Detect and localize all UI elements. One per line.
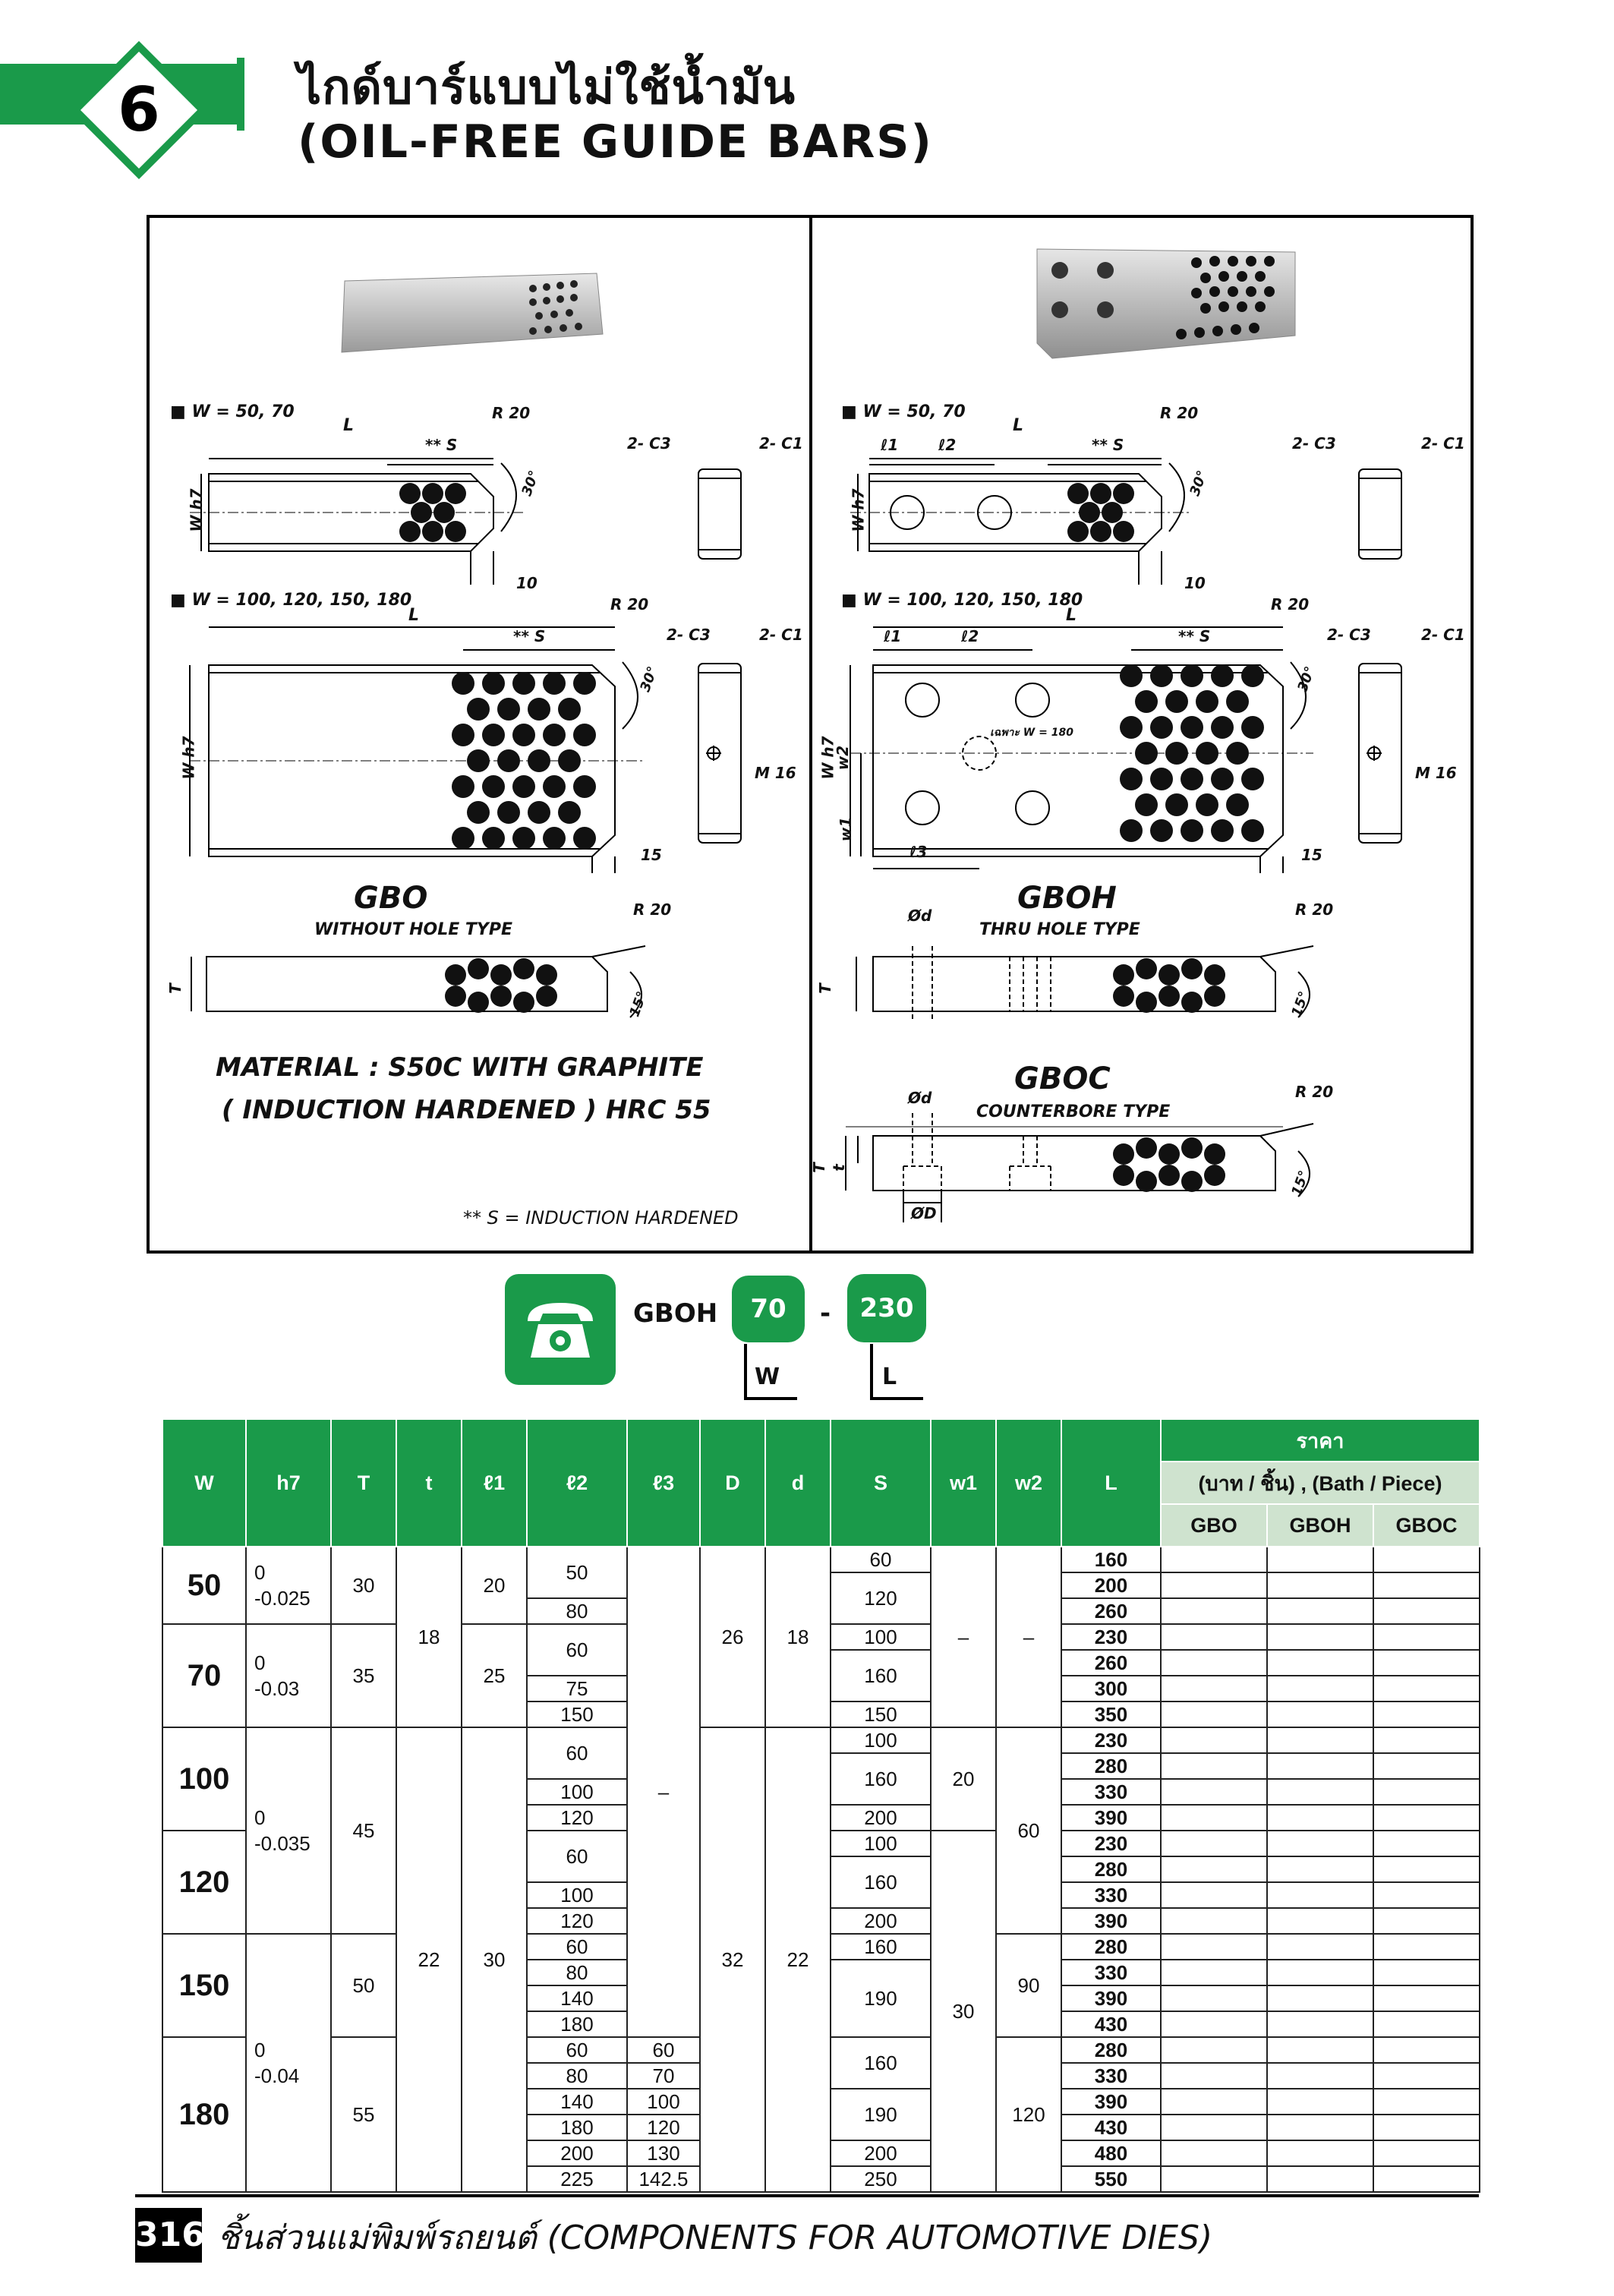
gboh-photo	[1029, 244, 1303, 366]
cell-w2: 120	[996, 2037, 1061, 2192]
gboh-dim-C3-large: 2- C3	[1327, 626, 1371, 644]
dim-30deg-large: 30°	[637, 664, 661, 695]
cell-L: 280	[1061, 1856, 1161, 1882]
drawing-divider	[809, 215, 812, 1254]
dim-S: ** S	[425, 436, 458, 454]
cell-h7: 0 -0.025	[246, 1547, 331, 1624]
cell-L: 330	[1061, 1779, 1161, 1805]
cell-l2: 120	[527, 1908, 627, 1934]
cell-W: 150	[162, 1934, 246, 2037]
cell-T: 30	[331, 1547, 396, 1624]
cell-S: 100	[831, 1727, 931, 1753]
cell-S: 190	[831, 2089, 931, 2140]
dim-C1-large: 2- C1	[759, 626, 803, 644]
cell-l2: 75	[527, 1676, 627, 1702]
cell-L: 350	[1061, 1702, 1161, 1727]
cell-S: 200	[831, 1805, 931, 1831]
gbo-w-large-label: ■ W = 100, 120, 150, 180	[170, 591, 412, 610]
gboh-dim-l1-large: ℓ1	[884, 627, 902, 645]
order-code-prefix: GBOH	[633, 1298, 718, 1329]
gboh-dim-M16: M 16	[1415, 764, 1457, 782]
gboh-dim-R20: R 20	[1160, 404, 1199, 422]
dim-L-large: L	[408, 606, 420, 625]
cell-l3: 100	[627, 2089, 700, 2115]
cell-l3: 130	[627, 2140, 700, 2166]
gbo-desc: WITHOUT HOLE TYPE	[314, 920, 513, 939]
gboh-dim-T: T	[815, 983, 834, 994]
gboh-dim-w2: w2	[834, 745, 853, 771]
cell-L: 260	[1061, 1598, 1161, 1624]
cell-l2: 180	[527, 2011, 627, 2037]
gboc-desc: COUNTERBORE TYPE	[976, 1102, 1171, 1121]
gbo-top-view-small	[167, 418, 562, 592]
spec-table	[162, 1418, 1480, 2193]
cell-S: 160	[831, 1934, 931, 1960]
dim-Wh7: W h7	[187, 488, 206, 532]
th-d: d	[765, 1419, 831, 1547]
material-line1: MATERIAL : S50C WITH GRAPHITE	[216, 1052, 704, 1083]
cell-S: 200	[831, 2140, 931, 2166]
cell-l2: 100	[527, 1882, 627, 1908]
order-code-l-label: L	[882, 1364, 897, 1390]
cell-S: 100	[831, 1624, 931, 1650]
gboh-desc: THRU HOLE TYPE	[979, 920, 1140, 939]
gboc-dim-R20: R 20	[1295, 1083, 1334, 1101]
gboh-top-view-large	[827, 607, 1329, 881]
title-english: (OIL-FREE GUIDE BARS)	[298, 115, 933, 169]
cell-S: 120	[831, 1572, 931, 1624]
th-L: L	[1061, 1419, 1161, 1547]
footer-text: ชิ้นส่วนแม่พิมพ์รถยนต์ (COMPONENTS FOR AUTOMOTIVE DIES)	[217, 2219, 1213, 2257]
gboh-w-large-label: ■ W = 100, 120, 150, 180	[841, 591, 1083, 610]
cell-l2: 150	[527, 1702, 627, 1727]
gboc-dim-t: t	[829, 1164, 848, 1172]
cell-L: 480	[1061, 2140, 1161, 2166]
gboh-dim-L: L	[1013, 416, 1024, 435]
dim-M16: M 16	[755, 764, 796, 782]
gboh-dim-l2: ℓ2	[938, 436, 957, 454]
dim-10: 10	[516, 574, 537, 592]
th-D: D	[700, 1419, 765, 1547]
gboh-dim-S: ** S	[1092, 436, 1124, 454]
th-gboc: GBOC	[1373, 1504, 1480, 1547]
cell-h7: 0 -0.035	[246, 1727, 331, 1934]
th-w2: w2	[996, 1419, 1061, 1547]
cell-S: 160	[831, 2037, 931, 2089]
cell-L: 260	[1061, 1650, 1161, 1676]
th-l2: ℓ2	[527, 1419, 627, 1547]
gboh-w-small-label: ■ W = 50, 70	[841, 402, 966, 421]
footer-rule	[135, 2194, 1479, 2197]
order-code-w-label: W	[755, 1364, 780, 1390]
cell-L: 230	[1061, 1831, 1161, 1856]
cell-S: 150	[831, 1702, 931, 1727]
cell-w1: 30	[931, 1831, 996, 2192]
cell-L: 160	[1061, 1547, 1161, 1572]
section-number: 6	[118, 74, 160, 145]
gbo-top-view-large	[167, 607, 653, 881]
dim-L: L	[343, 416, 355, 435]
gboh-dim-l2-large: ℓ2	[961, 627, 979, 645]
gbo-w-small-label: ■ W = 50, 70	[170, 402, 295, 421]
title-thai: ไกด์บาร์แบบไม่ใช้น้ำมัน	[298, 59, 796, 115]
table-row	[162, 1727, 1480, 1753]
cell-l2: 200	[527, 2140, 627, 2166]
gboh-dim-15deg: 15°	[1288, 989, 1313, 1020]
cell-d: 22	[765, 1727, 831, 2192]
cell-l1: 25	[462, 1624, 527, 1727]
cell-L: 300	[1061, 1676, 1161, 1702]
cell-L: 390	[1061, 2089, 1161, 2115]
cell-l3: 70	[627, 2063, 700, 2089]
gboc-dim-T: T	[809, 1162, 828, 1173]
cell-w1: 20	[931, 1727, 996, 1831]
cell-L: 390	[1061, 1805, 1161, 1831]
cell-l2: 80	[527, 2063, 627, 2089]
th-l3: ℓ3	[627, 1419, 700, 1547]
gboh-dim-C1: 2- C1	[1421, 434, 1465, 453]
cell-S: 100	[831, 1831, 931, 1856]
gboh-note-180: เฉพาะ W = 180	[990, 727, 1073, 739]
gboh-dim-l1: ℓ1	[881, 436, 899, 454]
cell-L: 330	[1061, 2063, 1161, 2089]
phone-icon	[505, 1274, 616, 1385]
dim-R20-front: R 20	[633, 900, 672, 919]
cell-S: 160	[831, 1650, 931, 1702]
cell-w2: 60	[996, 1727, 1061, 1934]
dim-15deg: 15°	[626, 989, 651, 1020]
gboh-dim-Wh7: W h7	[849, 488, 868, 532]
cell-w1: –	[931, 1547, 996, 1727]
cell-L: 280	[1061, 1934, 1161, 1960]
cell-T: 35	[331, 1624, 396, 1727]
dim-R20-large: R 20	[610, 595, 649, 613]
code-l-leader	[870, 1344, 873, 1399]
cell-l2: 140	[527, 2089, 627, 2115]
page-number: 316	[135, 2208, 202, 2263]
dim-Wh7-large: W h7	[179, 736, 198, 780]
cell-l2: 60	[527, 1831, 627, 1882]
gbo-title: GBO	[354, 881, 428, 916]
cell-S: 200	[831, 1908, 931, 1934]
cell-L: 330	[1061, 1960, 1161, 1985]
th-T: T	[331, 1419, 396, 1547]
gbo-photo	[334, 269, 607, 360]
gboh-dim-30deg-large: 30°	[1294, 664, 1319, 695]
gboc-title: GBOC	[1014, 1061, 1111, 1096]
cell-l2: 80	[527, 1960, 627, 1985]
cell-h7: 0 -0.03	[246, 1624, 331, 1727]
dim-S-large: ** S	[513, 627, 546, 645]
gboh-side-view-large	[1336, 638, 1420, 866]
code-l-underline	[870, 1397, 923, 1400]
dim-C3-large: 2- C3	[667, 626, 711, 644]
cell-l2: 140	[527, 1985, 627, 2011]
th-t: t	[396, 1419, 462, 1547]
gbo-front-view	[167, 941, 668, 1033]
cell-S: 250	[831, 2166, 931, 2192]
th-w1: w1	[931, 1419, 996, 1547]
gboh-side-view-small	[1336, 448, 1420, 577]
header-bar-end	[237, 58, 244, 131]
gboh-dim-w1: w1	[837, 816, 856, 842]
th-h7: h7	[246, 1419, 331, 1547]
cell-l3: 142.5	[627, 2166, 700, 2192]
cell-L: 230	[1061, 1727, 1161, 1753]
gboc-front-view	[827, 1109, 1344, 1230]
cell-D: 26	[700, 1547, 765, 1727]
th-price: ราคา	[1161, 1419, 1480, 1462]
gboh-dim-30deg: 30°	[1187, 468, 1211, 499]
cell-l2: 60	[527, 1934, 627, 1960]
cell-L: 430	[1061, 2115, 1161, 2140]
cell-L: 390	[1061, 1985, 1161, 2011]
cell-l3: 120	[627, 2115, 700, 2140]
th-price-sub: (บาท / ชิ้น) , (Bath / Piece)	[1161, 1462, 1480, 1504]
gbo-side-view-large	[676, 638, 759, 866]
section-diamond-icon	[67, 38, 211, 182]
gboc-dim-15deg: 15°	[1288, 1168, 1313, 1199]
cell-l2: 50	[527, 1547, 627, 1598]
cell-l2: 60	[527, 2037, 627, 2063]
cell-S: 190	[831, 1960, 931, 2037]
order-code-w: 70	[732, 1276, 805, 1342]
gbo-side-view-small	[676, 448, 759, 577]
gboh-front-view	[827, 941, 1344, 1033]
cell-l2: 225	[527, 2166, 627, 2192]
order-code-l: 230	[847, 1274, 926, 1342]
dim-30deg: 30°	[519, 468, 543, 499]
table-row	[162, 1547, 1480, 1572]
gboh-dim-Wh7-large: W h7	[818, 736, 837, 780]
cell-S: 160	[831, 1856, 931, 1908]
cell-l2: 180	[527, 2115, 627, 2140]
cell-L: 330	[1061, 1882, 1161, 1908]
cell-L: 280	[1061, 2037, 1161, 2063]
cell-W: 100	[162, 1727, 246, 1831]
cell-l2: 60	[527, 1624, 627, 1676]
cell-d: 18	[765, 1547, 831, 1727]
cell-S: 160	[831, 1753, 931, 1805]
dim-R20: R 20	[492, 404, 531, 422]
cell-l1: 30	[462, 1727, 527, 2192]
th-gboh: GBOH	[1267, 1504, 1373, 1547]
cell-W: 180	[162, 2037, 246, 2192]
cell-T: 55	[331, 2037, 396, 2192]
cell-l3: –	[627, 1547, 700, 2037]
gboc-dim-d: Ød	[908, 1089, 932, 1107]
gboh-title: GBOH	[1017, 881, 1117, 916]
cell-w2: 90	[996, 1934, 1061, 2037]
gboh-dim-10: 10	[1184, 574, 1206, 592]
material-line2: ( INDUCTION HARDENED ) HRC 55	[222, 1095, 711, 1125]
gboh-dim-C1-large: 2- C1	[1421, 626, 1465, 644]
cell-L: 280	[1061, 1753, 1161, 1779]
gboc-dim-D: ØD	[911, 1204, 937, 1222]
cell-T: 50	[331, 1934, 396, 2037]
dim-T: T	[165, 983, 184, 994]
gboh-dim-S-large: ** S	[1178, 627, 1211, 645]
gboh-dim-L-large: L	[1066, 606, 1077, 625]
th-S: S	[831, 1419, 931, 1547]
cell-W: 50	[162, 1547, 246, 1624]
th-W: W	[162, 1419, 246, 1547]
cell-L: 390	[1061, 1908, 1161, 1934]
dim-C3: 2- C3	[627, 434, 671, 453]
code-w-leader	[744, 1344, 747, 1399]
th-gbo: GBO	[1161, 1504, 1267, 1547]
cell-T: 45	[331, 1727, 396, 1934]
order-code-dash: -	[820, 1298, 831, 1329]
cell-t: 18	[396, 1547, 462, 1727]
cell-L: 200	[1061, 1572, 1161, 1598]
cell-w2: –	[996, 1547, 1061, 1727]
cell-S: 60	[831, 1547, 931, 1572]
cell-W: 120	[162, 1831, 246, 1934]
gboh-dim-C3: 2- C3	[1292, 434, 1336, 453]
gboh-dim-R20-front: R 20	[1295, 900, 1334, 919]
dim-15: 15	[641, 846, 662, 864]
gboh-dim-d: Ød	[908, 907, 932, 925]
cell-W: 70	[162, 1624, 246, 1727]
gboh-dim-15: 15	[1301, 846, 1322, 864]
cell-L: 430	[1061, 2011, 1161, 2037]
cell-D: 32	[700, 1727, 765, 2192]
cell-l3: 60	[627, 2037, 700, 2063]
cell-l2: 120	[527, 1805, 627, 1831]
th-l1: ℓ1	[462, 1419, 527, 1547]
cell-l2: 60	[527, 1727, 627, 1779]
gboh-dim-R20-large: R 20	[1271, 595, 1310, 613]
gboh-dim-l3: ℓ3	[909, 843, 928, 861]
cell-l2: 80	[527, 1598, 627, 1624]
cell-h7: 0 -0.04	[246, 1934, 331, 2192]
cell-t: 22	[396, 1727, 462, 2192]
code-w-underline	[744, 1397, 797, 1400]
dim-C1: 2- C1	[759, 434, 803, 453]
cell-l1: 20	[462, 1547, 527, 1624]
s-note: ** S = INDUCTION HARDENED	[463, 1207, 739, 1228]
cell-l2: 100	[527, 1779, 627, 1805]
cell-L: 550	[1061, 2166, 1161, 2192]
cell-L: 230	[1061, 1624, 1161, 1650]
